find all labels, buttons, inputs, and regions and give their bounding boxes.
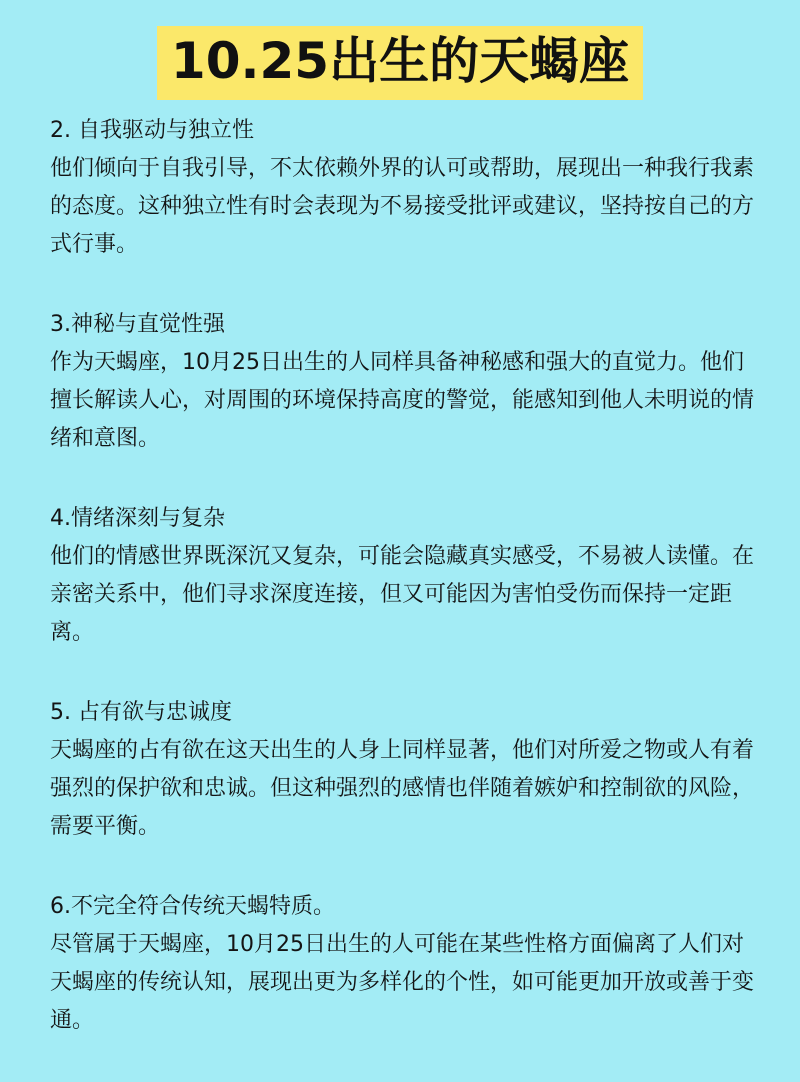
section-body: 他们的情感世界既深沉又复杂，可能会隐藏真实感受，不易被人读懂。在亲密关系中，他们寻求深度连接，但又可能因为害怕受伤而保持一定距离。	[50, 544, 755, 645]
section-body: 作为天蝎座，10月25日出生的人同样具备神秘感和强大的直觉力。他们擅长解读人心，对周围的环境保持高度的警觉，能感知到他人未明说的情绪和意图。	[50, 350, 755, 451]
section-heading: 4.情绪深刻与复杂	[50, 506, 225, 531]
section-body: 尽管属于天蝎座，10月25日出生的人可能在某些性格方面偏离了人们对天蝎座的传统认知，展现出更为多样化的个性，如可能更加开放或善于变通。	[50, 932, 755, 1033]
section-nontraditional-traits	[50, 888, 762, 1040]
section-heading: 2. 自我驱动与独立性	[50, 118, 254, 143]
section-independence	[50, 112, 762, 264]
section-body: 他们倾向于自我引导，不太依赖外界的认可或帮助，展现出一种我行我素的态度。这种独立性有时会表现为不易接受批评或建议，坚持按自己的方式行事。	[50, 156, 755, 257]
section-mystery-intuition	[50, 306, 762, 458]
section-heading: 3.神秘与直觉性强	[50, 312, 225, 337]
article-content	[50, 112, 762, 1082]
section-possessiveness	[50, 694, 762, 846]
title-wrapper	[0, 26, 800, 100]
section-heading: 5. 占有欲与忠诚度	[50, 700, 232, 725]
page-title: 10.25出生的天蝎座	[157, 26, 643, 100]
section-body: 天蝎座的占有欲在这天出生的人身上同样显著，他们对所爱之物或人有着强烈的保护欲和忠诚。但这种强烈的感情也伴随着嫉妒和控制欲的风险，需要平衡。	[50, 738, 755, 839]
section-heading: 6.不完全符合传统天蝎特质。	[50, 894, 335, 919]
section-emotions	[50, 500, 762, 652]
